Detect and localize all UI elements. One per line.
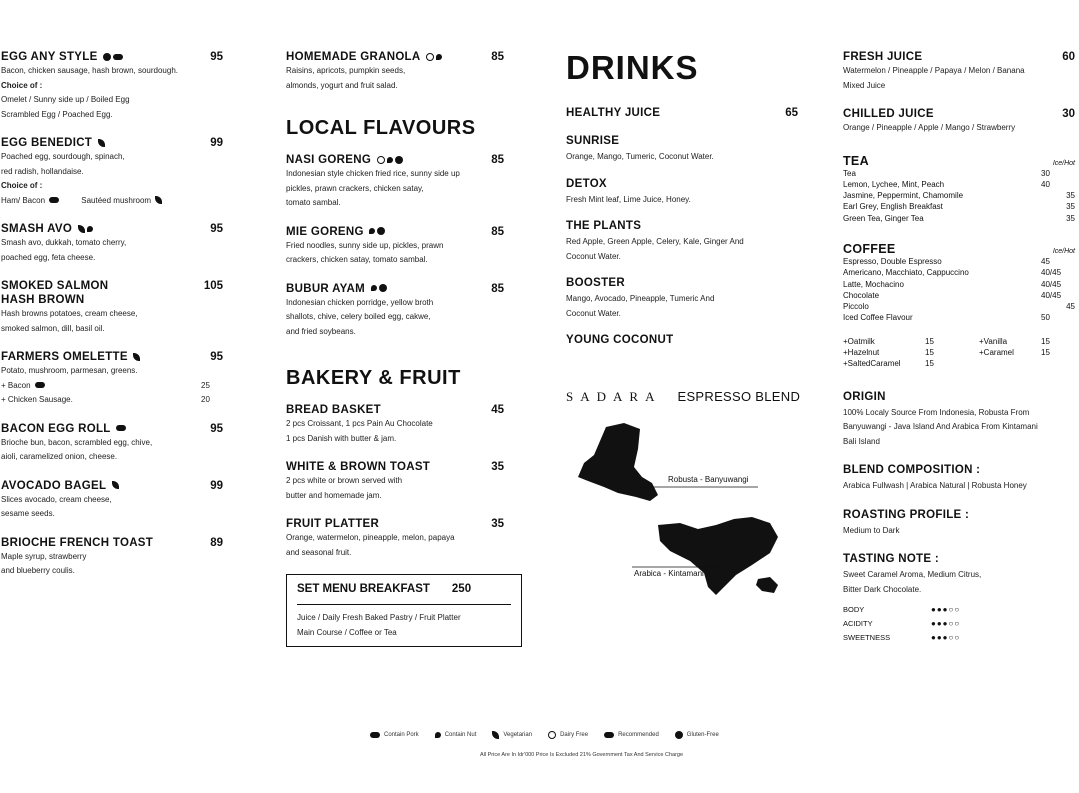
item-desc: Brioche bun, bacon, scrambled egg, chive, bbox=[1, 437, 153, 447]
juice-the-plants bbox=[566, 219, 806, 264]
set-menu-box bbox=[286, 574, 522, 647]
recommended-icon bbox=[604, 732, 614, 738]
flavor-scale bbox=[843, 603, 1075, 645]
choice-label: Choice of : bbox=[1, 181, 43, 190]
item-price: 35 bbox=[491, 518, 504, 530]
item-desc: butter and homemade jam. bbox=[286, 490, 382, 500]
roast-desc: Medium to Dark bbox=[843, 525, 900, 535]
nusa-island-shape bbox=[756, 577, 778, 593]
item-desc: Hash browns potatoes, cream cheese, bbox=[1, 309, 138, 318]
item-desc: 1 pcs Danish with butter & jam. bbox=[286, 433, 397, 443]
item-price: 99 bbox=[210, 137, 223, 149]
origin-desc: 100% Localy Source From Indonesia, Robusta From bbox=[843, 407, 1030, 417]
nut-icon bbox=[371, 285, 377, 291]
scale-row-sweetness: SWEETNESS ●●●○○ bbox=[843, 631, 1075, 645]
gluten-free-icon bbox=[675, 731, 683, 739]
item-price: 85 bbox=[491, 282, 504, 295]
coffee-row: Iced Coffee Flavour 50 bbox=[843, 313, 1050, 323]
menu-item-fruit-platter bbox=[286, 517, 504, 560]
item-desc: Slices avocado, cream cheese, bbox=[1, 494, 112, 504]
legend-gluten-free: Gluten-Free bbox=[673, 731, 719, 739]
sadara-logo: SADARA bbox=[566, 389, 662, 404]
item-desc: Bacon, chicken sausage, hash brown, sourdough. bbox=[1, 66, 179, 75]
item-price: 85 bbox=[491, 154, 504, 166]
menu-item-mie-goreng bbox=[286, 225, 504, 268]
juice-booster bbox=[566, 276, 806, 321]
item-price: 95 bbox=[210, 51, 223, 63]
rating-dots: ●●●○○ bbox=[931, 633, 961, 643]
item-price: 95 bbox=[210, 422, 223, 435]
juice-desc: Mango, Avocado, Pineapple, Tumeric And bbox=[566, 294, 715, 303]
scale-row-body: BODY ●●●○○ bbox=[843, 603, 1075, 617]
item-desc: Potato, mushroom, parmesan, greens. bbox=[1, 366, 138, 375]
menu-item-bubur-ayam bbox=[286, 282, 504, 340]
rating-dots: ●●●○○ bbox=[931, 605, 961, 615]
item-desc: 2 pcs Croissant, 1 pcs Pain Au Chocolate bbox=[286, 419, 433, 428]
set-menu-name: SET MENU BREAKFAST bbox=[297, 583, 430, 595]
addon-name: + Chicken Sausage. bbox=[1, 395, 73, 404]
roast-title: ROASTING PROFILE : bbox=[843, 508, 970, 521]
dairy-free-icon bbox=[426, 53, 434, 61]
recommended-icon bbox=[103, 53, 111, 61]
addon-row: +SaltedCaramel 15 bbox=[843, 359, 934, 369]
chilled-juice-title: CHILLED JUICE bbox=[843, 108, 934, 120]
item-desc: 2 pcs white or brown served with bbox=[286, 476, 403, 485]
pork-icon bbox=[116, 425, 126, 431]
item-name: SMOKED SALMON bbox=[1, 280, 109, 292]
tea-row: Tea 30 bbox=[843, 168, 1050, 178]
coffee-row: Espresso, Double Espresso 45 bbox=[843, 256, 1050, 266]
tea-row: Earl Grey, English Breakfast 35 bbox=[843, 202, 1075, 212]
chilled-juice-desc: Orange / Pineapple / Apple / Mango / Strawberry bbox=[843, 123, 1016, 132]
menu-item-bacon-egg-roll bbox=[1, 422, 223, 465]
coffee-row: Piccolo 45 bbox=[843, 302, 1075, 312]
choice-option: Scrambled Egg / Poached Egg. bbox=[1, 109, 113, 119]
blend-title: BLEND COMPOSITION : bbox=[843, 464, 981, 477]
item-name: AVOCADO BAGEL bbox=[1, 479, 107, 492]
menu-item-brioche-french-toast bbox=[1, 536, 223, 579]
legend-dairy-free: Dairy Free bbox=[546, 731, 588, 739]
fresh-juice-price: 60 bbox=[1062, 51, 1075, 63]
tea-row: Jasmine, Peppermint, Chamomile 35 bbox=[843, 191, 1075, 201]
drinks-title: DRINKS bbox=[566, 49, 699, 86]
rating-dots: ●●●○○ bbox=[931, 619, 961, 629]
dairy-free-icon bbox=[548, 731, 556, 739]
menu-item-smash-avo bbox=[1, 222, 223, 265]
legend-recommended: Recommended bbox=[602, 731, 659, 739]
juice-sunrise bbox=[566, 134, 806, 165]
menu-item-avocado-bagel bbox=[1, 479, 223, 522]
juice-desc: Red Apple, Green Apple, Celery, Kale, Ginger And bbox=[566, 237, 744, 246]
tasting-title: TASTING NOTE : bbox=[843, 553, 939, 566]
item-desc: Indonesian chicken porridge, yellow broth bbox=[286, 297, 434, 307]
nut-icon bbox=[436, 54, 442, 60]
juice-desc: Orange, Mango, Tumeric, Coconut Water. bbox=[566, 152, 714, 161]
fresh-juice-title: FRESH JUICE bbox=[843, 51, 923, 63]
item-price: 85 bbox=[491, 51, 504, 63]
gluten-free-icon bbox=[395, 156, 403, 164]
item-desc: tomato sambal. bbox=[286, 198, 341, 207]
coffee-row: Chocolate 40/45 bbox=[843, 290, 1062, 300]
juice-detox bbox=[566, 177, 806, 208]
island-map-graphic bbox=[566, 419, 806, 619]
juice-name: DETOX bbox=[566, 177, 607, 190]
addon-name: + Bacon bbox=[1, 380, 31, 390]
drinks-column bbox=[566, 50, 806, 619]
set-menu-price: 250 bbox=[451, 583, 472, 595]
item-desc: Smash avo, dukkah, tomato cherry, bbox=[1, 238, 127, 247]
item-desc: and fried soybeans. bbox=[286, 326, 356, 336]
set-menu-desc: Juice / Daily Fresh Baked Pastry / Fruit Platter bbox=[297, 613, 461, 622]
pork-icon bbox=[35, 382, 45, 388]
vegetarian-icon bbox=[133, 353, 140, 361]
item-name: HOMEMADE GRANOLA bbox=[286, 51, 421, 63]
addon-row: +Oatmilk 15 +Vanilla 15 bbox=[843, 336, 1050, 346]
coffee-temp-note: Ice/Hot bbox=[1052, 247, 1075, 255]
pork-icon bbox=[113, 54, 123, 60]
coffee-row: Latte, Mochacino 40/45 bbox=[843, 279, 1062, 289]
item-desc: Fried noodles, sunny side up, pickles, prawn bbox=[286, 240, 444, 250]
vegetarian-icon bbox=[155, 196, 162, 204]
espresso-blend-title: ESPRESSO BLEND bbox=[677, 389, 801, 404]
milk-addons bbox=[843, 336, 1075, 370]
item-desc: and seasonal fruit. bbox=[286, 547, 352, 557]
item-name: EGG ANY STYLE bbox=[1, 51, 98, 63]
item-desc: Poached egg, sourdough, spinach, bbox=[1, 152, 125, 161]
menu-item-toast bbox=[286, 460, 504, 503]
map-label-arabica: Arabica - Kintamani bbox=[634, 569, 704, 578]
juice-desc: Coconut Water. bbox=[566, 308, 621, 318]
fresh-juice-desc: Mixed Juice bbox=[843, 80, 886, 90]
fresh-juice-desc: Watermelon / Pineapple / Papaya / Melon / Banana bbox=[843, 66, 1025, 75]
origin-desc: Banyuwangi - Java Island And Arabica From Kintamani bbox=[843, 422, 1038, 432]
espresso-blend-header bbox=[566, 389, 806, 405]
tea-temp-note: Ice/Hot bbox=[1052, 159, 1075, 167]
item-name: MIE GORENG bbox=[286, 225, 364, 238]
item-desc: smoked salmon, dill, basil oil. bbox=[1, 323, 105, 333]
coffee-title: COFFEE bbox=[843, 241, 896, 256]
menu-item-farmers-omelette bbox=[1, 350, 223, 408]
healthy-juice-price: 65 bbox=[785, 107, 798, 119]
pork-icon bbox=[49, 197, 59, 203]
tasting-desc: Sweet Caramel Aroma, Medium Citrus, bbox=[843, 570, 982, 580]
item-price: 85 bbox=[491, 225, 504, 238]
item-name: FRUIT PLATTER bbox=[286, 518, 380, 530]
item-desc: poached egg, feta cheese. bbox=[1, 252, 96, 262]
item-name: FARMERS OMELETTE bbox=[1, 351, 128, 363]
choice-label: Choice of : bbox=[1, 80, 43, 90]
price-footnote: All Price Are In Idr'000 Price Is Excluded 21% Government Tax And Service Charge bbox=[480, 752, 684, 758]
juice-young-coconut bbox=[566, 333, 806, 347]
set-menu-desc: Main Course / Coffee or Tea bbox=[297, 627, 397, 637]
java-island-shape bbox=[578, 423, 658, 501]
item-desc: Indonesian style chicken fried rice, sunny side up bbox=[286, 169, 460, 178]
menu-item-nasi-goreng bbox=[286, 153, 504, 211]
section-title-bakery: BAKERY & FRUIT bbox=[286, 367, 461, 389]
chilled-juice-price: 30 bbox=[1062, 108, 1075, 120]
origin-desc: Bali Island bbox=[843, 436, 880, 446]
item-price: 45 bbox=[491, 404, 504, 416]
map-label-robusta: Robusta - Banyuwangi bbox=[668, 475, 749, 484]
healthy-juice-title: HEALTHY JUICE bbox=[566, 107, 661, 119]
item-name: BREAD BASKET bbox=[286, 404, 381, 416]
choice-option: Omelet / Sunny side up / Boiled Egg bbox=[1, 95, 130, 104]
item-name: NASI GORENG bbox=[286, 154, 372, 166]
choice-option: Ham/ Bacon bbox=[1, 195, 46, 205]
addon-price: 20 bbox=[201, 395, 210, 404]
choice-option: Sautéed mushroom bbox=[81, 195, 152, 205]
scale-row-acidity: ACIDITY ●●●○○ bbox=[843, 617, 1075, 631]
item-desc: pickles, prawn crackers, chicken satay, bbox=[286, 183, 424, 193]
item-desc: red radish, hollandaise. bbox=[1, 166, 84, 176]
vegetarian-icon bbox=[78, 225, 85, 233]
nut-icon bbox=[369, 228, 375, 234]
item-desc: shallots, chive, celery boiled egg, cakwe, bbox=[286, 312, 431, 321]
item-desc: Maple syrup, strawberry bbox=[1, 551, 87, 561]
addon-row: +Hazelnut 15 +Caramel 15 bbox=[843, 348, 1050, 358]
breakfast-column bbox=[1, 50, 223, 593]
item-price: 105 bbox=[203, 280, 223, 292]
menu-item-egg-benedict bbox=[1, 136, 223, 208]
tea-row: Green Tea, Ginger Tea 35 bbox=[843, 213, 1075, 223]
pork-icon bbox=[370, 732, 380, 738]
item-desc: aioli, caramelized onion, cheese. bbox=[1, 452, 118, 461]
item-price: 95 bbox=[210, 223, 223, 235]
vegetarian-icon bbox=[112, 481, 119, 489]
item-price: 95 bbox=[210, 351, 223, 363]
coffee-row: Americano, Macchiato, Cappuccino 40/45 bbox=[843, 268, 1062, 278]
tea-row: Lemon, Lychee, Mint, Peach 40 bbox=[843, 179, 1050, 189]
icon-legend bbox=[368, 731, 719, 739]
origin-map bbox=[566, 419, 806, 619]
item-desc: Orange, watermelon, pineapple, melon, papaya bbox=[286, 533, 455, 542]
nut-icon bbox=[87, 226, 93, 232]
coffee-list bbox=[843, 256, 1075, 324]
gluten-free-icon bbox=[377, 227, 385, 235]
item-desc: and blueberry coulis. bbox=[1, 566, 75, 575]
item-desc: Raisins, apricots, pumpkin seeds, bbox=[286, 66, 406, 75]
item-price: 35 bbox=[491, 461, 504, 473]
juice-desc: Coconut Water. bbox=[566, 251, 621, 261]
menu-item-egg-any-style bbox=[1, 50, 223, 122]
dairy-free-icon bbox=[377, 156, 385, 164]
item-desc: sesame seeds. bbox=[1, 509, 55, 518]
item-name: BUBUR AYAM bbox=[286, 282, 366, 295]
beverages-column bbox=[843, 50, 1075, 645]
nut-icon bbox=[387, 157, 393, 163]
gluten-free-icon bbox=[379, 284, 387, 292]
juice-name: SUNRISE bbox=[566, 135, 620, 147]
vegetarian-icon bbox=[98, 139, 105, 147]
blend-desc: Arabica Fullwash | Arabica Natural | Robusta Honey bbox=[843, 481, 1027, 491]
juice-desc: Fresh Mint leaf, Lime Juice, Honey. bbox=[566, 194, 691, 204]
item-desc: crackers, chicken satay, tomato sambal. bbox=[286, 255, 428, 264]
juice-name: THE PLANTS bbox=[566, 220, 642, 232]
legend-pork: Contain Pork bbox=[368, 731, 419, 739]
menu-item-bread-basket bbox=[286, 403, 504, 446]
item-name: BRIOCHE FRENCH TOAST bbox=[1, 536, 154, 549]
item-name: EGG BENEDICT bbox=[1, 137, 93, 149]
addon-price: 25 bbox=[201, 380, 210, 390]
juice-name: YOUNG COCONUT bbox=[566, 334, 674, 346]
section-title-local: LOCAL FLAVOURS bbox=[286, 117, 476, 139]
menu-item-granola bbox=[286, 50, 504, 93]
tea-title: TEA bbox=[843, 153, 869, 168]
legend-nut: Contain Nut bbox=[433, 731, 477, 739]
item-name-line2: HASH BROWN bbox=[1, 294, 85, 306]
item-desc: almonds, yogurt and fruit salad. bbox=[286, 80, 398, 90]
item-name: SMASH AVO bbox=[1, 223, 73, 235]
local-bakery-column bbox=[286, 50, 504, 647]
item-name: BACON EGG ROLL bbox=[1, 422, 111, 435]
menu-item-smoked-salmon bbox=[1, 279, 223, 336]
vegetarian-icon bbox=[492, 731, 499, 739]
origin-title: ORIGIN bbox=[843, 390, 886, 403]
legend-vegetarian: Vegetarian bbox=[490, 731, 532, 739]
item-price: 99 bbox=[210, 479, 223, 492]
item-price: 89 bbox=[210, 536, 223, 549]
tea-list bbox=[843, 168, 1075, 224]
item-name: WHITE & BROWN TOAST bbox=[286, 461, 431, 473]
nut-icon bbox=[435, 732, 441, 738]
tasting-desc: Bitter Dark Chocolate. bbox=[843, 584, 922, 594]
juice-name: BOOSTER bbox=[566, 277, 625, 289]
